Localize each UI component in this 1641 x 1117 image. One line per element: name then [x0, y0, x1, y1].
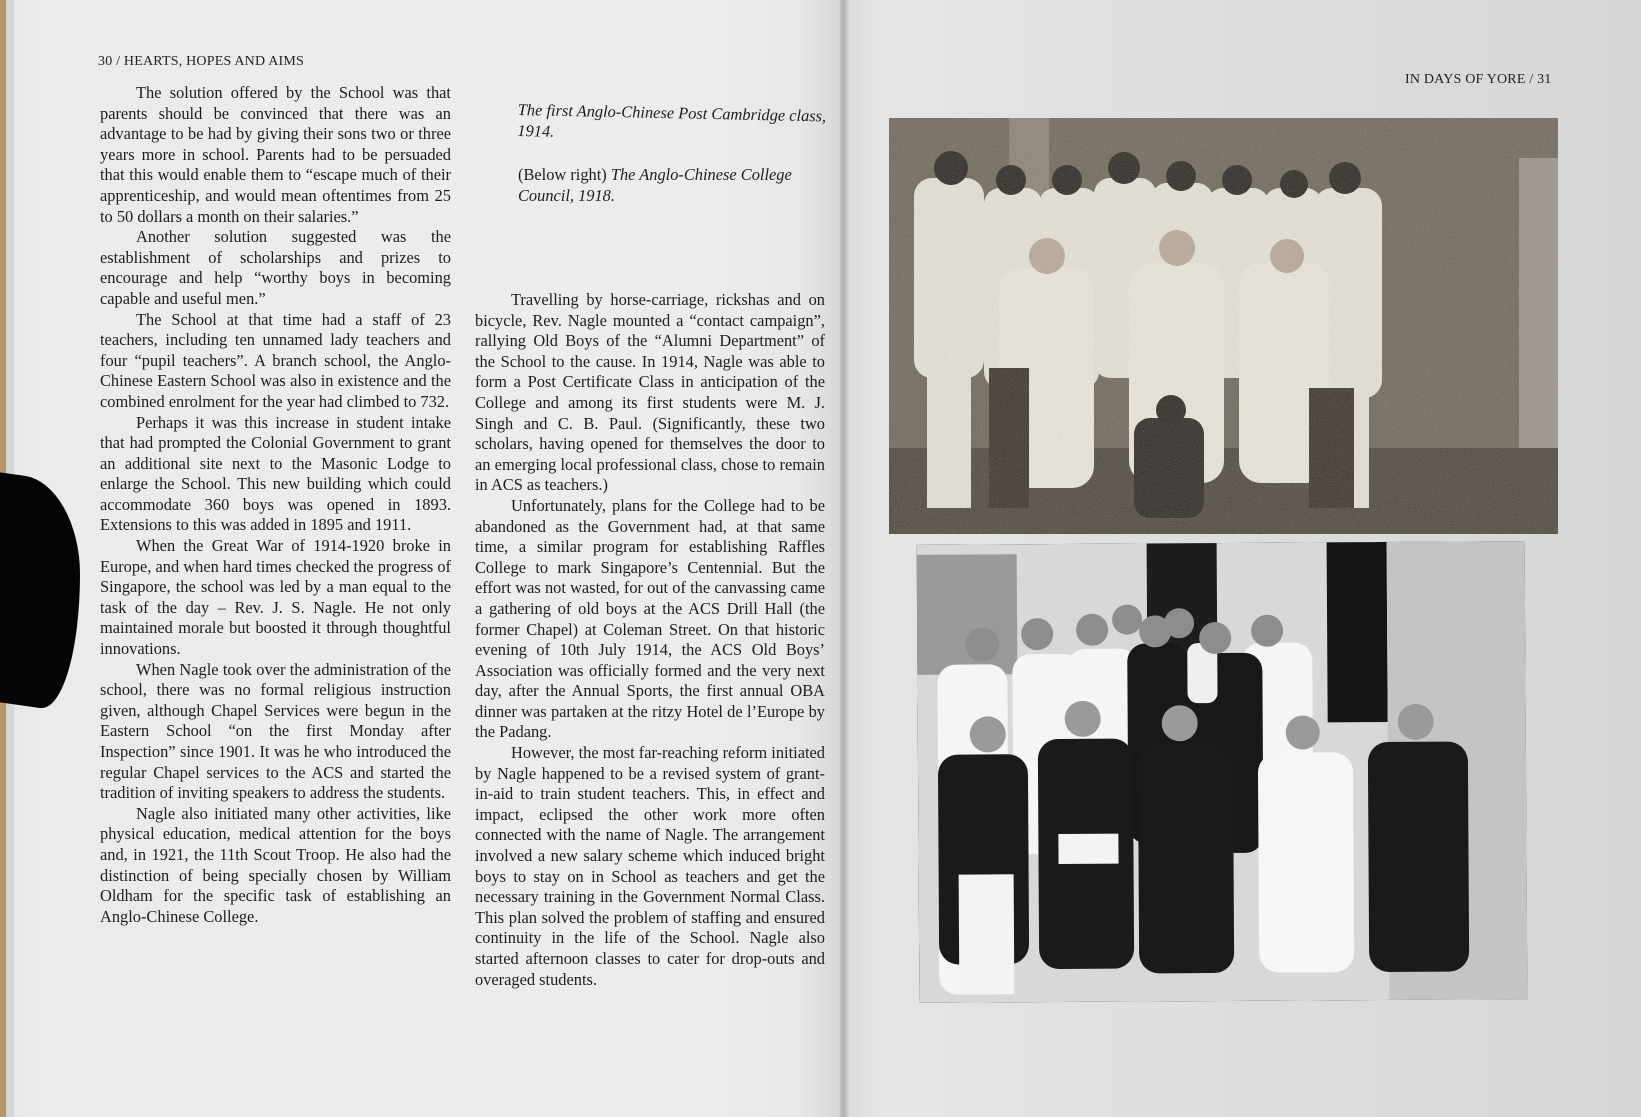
paragraph: Unfortunately, plans for the College had to be abandoned as the Government had, at that same time, a similar program for establishing Raffles College to mark Singapore’s Centennial. But the effort was not wasted, for out of the canvassing came a gathering of old boys at the ACS Drill Hall (the former Chapel) at Coleman Street. On that historic evening of 10th July 1914, the ACS Old Boys’ Association was officially formed and the very next day, after the Annual Sports, the first annual OBA dinner was partaken at the ritzy Hotel de l’Europe by the Padang. — [475, 495, 825, 742]
paragraph: When Nagle took over the administration of the school, there was no formal religious instruction given, although Chapel Services were begun in the Eastern School “on the first Monday after Inspection” since 1901. It was he who introduced the regular Chapel services to the ACS and started the tradition of inviting speakers to address the students. — [100, 659, 451, 803]
paragraph: When the Great War of 1914-1920 broke in Europe, and when hard times checked the progress of Singapore, the school was led by a man equal to the task of the day – Rev. J. S. Nagle. He not only maintained morale but boosted it through thoughtful innovations. — [100, 536, 451, 659]
running-head-right: IN DAYS OF YORE / 31 — [1405, 72, 1552, 87]
paragraph: The School at that time had a staff of 23 teachers, including ten unnamed lady teachers and four “pupil teachers”. A branch school, the Anglo-Chinese Eastern School was also in existence and the combined enrolment for the year had climbed to 732. — [100, 309, 451, 411]
caption-prefix: (Below right) — [518, 165, 607, 184]
photo-caption-bottom — [518, 165, 818, 206]
paragraph: Nagle also initiated many other activities, like physical education, medical attention for the boys and, in 1921, the 11th Scout Troop. He also had the distinction of being specially chosen by William Oldham for the specific task of establishing an Anglo-Chinese College. — [100, 803, 451, 926]
book-spine — [840, 0, 850, 1117]
text-column-1 — [100, 83, 451, 927]
thumb-shadow — [0, 472, 80, 713]
caption-title: The Anglo-Chinese College Council, 1918. — [518, 165, 792, 205]
paragraph: Perhaps it was this increase in student intake that had prompted the Colonial Government to grant an additional site next to the Masonic Lodge to enlarge the School. This new building which could accommodate 360 boys was opened in 1893. Extensions to this was added in 1895 and 1911. — [100, 412, 451, 535]
photo-caption-top: The first Anglo-Chinese Post Cambridge class, 1914. — [517, 100, 827, 141]
photo-post-cambridge-class-1914 — [889, 118, 1558, 534]
running-head-left: 30 / HEARTS, HOPES AND AIMS — [98, 54, 305, 69]
paragraph: Travelling by horse-carriage, rickshas and on bicycle, Rev. Nagle mounted a “contact campaign”, rallying Old Boys of the “Alumni Department” of the School to the cause. In 1914, Nagle was able to form a Post Certificate Class in anticipation of the College and among its first students were M. J. Singh and C. B. Paul. (Significantly, these two scholars, having opened for themselves the door to an emerging local professional class, chose to remain in ACS as teachers.) — [475, 290, 825, 495]
text-column-2 — [475, 290, 825, 990]
group-photo-image — [889, 118, 1558, 534]
group-photo-image — [917, 541, 1528, 1003]
paragraph: The solution offered by the School was that parents should be convinced that there was an advantage to be had by giving their sons two or three years more in school. Parents had to be persuaded that this would enable them to “escape much of their apprenticeship, and would mean oftentimes from 25 to 50 dollars a month on their salaries.” — [100, 83, 451, 226]
photo-college-council-1918 — [917, 541, 1528, 1003]
paragraph: Another solution suggested was the establishment of scholarships and prizes to encourage and help “worthy boys in becoming capable and useful men.” — [100, 227, 451, 308]
paragraph: However, the most far-reaching reform initiated by Nagle happened to be a revised system of grant-in-aid to train student teachers. This, in effect and impact, eclipsed the other work more often connected with the name of Nagle. The arrangement involved a new salary scheme which induced bright boys to stay on in School as teachers and get the necessary training in the Government Normal Class. This plan solved the problem of staffing and ensured continuity in the life of the School. Nagle also started afternoon classes to cater for drop-outs and overaged students. — [475, 743, 825, 989]
